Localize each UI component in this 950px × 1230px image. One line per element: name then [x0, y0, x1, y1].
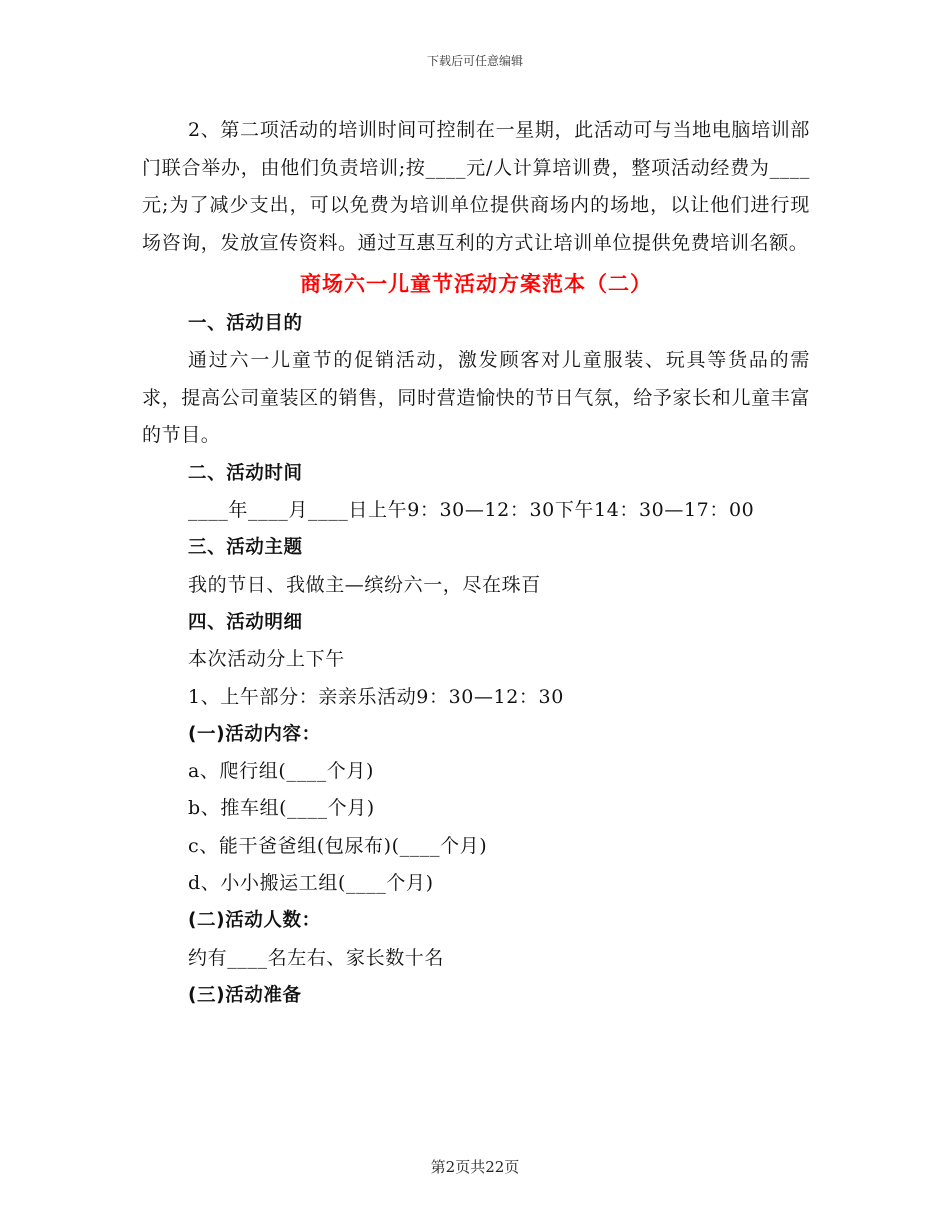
subheading-people: (二)活动人数： [188, 910, 321, 932]
document-body [142, 112, 810, 1014]
list-item: d、小小搬运工组(____个月) [188, 872, 434, 895]
section-heading-theme: 三、活动主题 [188, 537, 303, 559]
subheading-preparation: (三)活动准备 [188, 984, 302, 1006]
document-title: 商场六一儿童节活动方案范本（二） [300, 271, 652, 296]
intro-paragraph: 2、第二项活动的培训时间可控制在一星期，此活动可与当地电脑培训部门联合举办，由他们负责培训;按____元/人计算培训费，整项活动经费为____元;为了减少支出，可以免费为培训单位提供商场内的场地，以让他们进行现场咨询，发放宣传资料。通过互惠互利的方式让培训单位提供免费培训名额。 [142, 119, 810, 254]
section-heading-details: 四、活动明细 [188, 611, 303, 633]
people-body: 约有____名左右、家长数十名 [188, 946, 445, 969]
section-heading-purpose: 一、活动目的 [188, 313, 303, 334]
page-footer: 第2页共22页 [430, 1158, 520, 1176]
section-body-theme: 我的节日、我做主—缤纷六一，尽在珠百 [188, 573, 541, 596]
section-body-purpose: 通过六一儿童节的促销活动，激发顾客对儿童服装、玩具等货品的需求，提高公司童装区的销售，同时营造愉快的节日气氛，给予家长和儿童丰富的节目。 [142, 349, 810, 447]
details-morning-part: 1、上午部分：亲亲乐活动9：30—12：30 [188, 685, 564, 708]
subheading-content: (一)活动内容： [188, 723, 321, 745]
section-body-time: ____年____月____日上午9：30—12：30下午14：30—17：00 [188, 499, 755, 522]
list-item: a、爬行组(____个月) [188, 760, 374, 783]
page-header: 下载后可任意编辑 [426, 54, 523, 68]
list-item: b、推车组(____个月) [188, 797, 375, 820]
section-heading-time: 二、活动时间 [188, 462, 303, 484]
list-item: c、能干爸爸组(包尿布)(____个月) [188, 834, 488, 857]
details-intro: 本次活动分上下午 [188, 648, 345, 671]
